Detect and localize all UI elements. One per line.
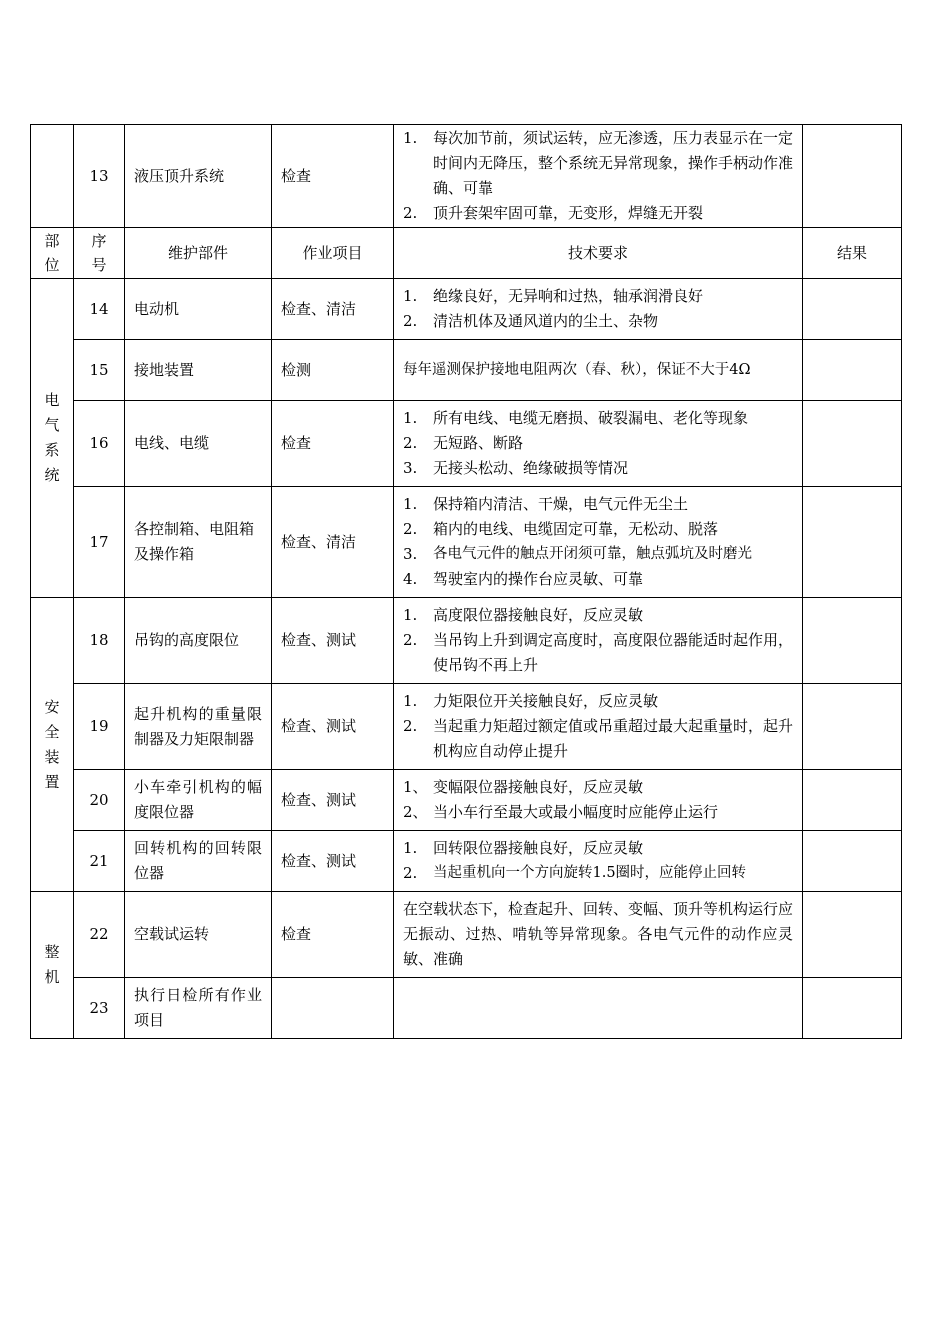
requirement-item: [403, 689, 793, 714]
maintenance-part: 接地装置: [125, 340, 272, 401]
requirement-item: [403, 567, 793, 592]
result-cell: [803, 598, 902, 684]
requirement-text: 回转限位器接触良好，反应灵敏: [433, 839, 644, 857]
section-whole-machine: [31, 892, 74, 1039]
tech-requirements: [394, 770, 803, 831]
result-cell: [803, 978, 902, 1039]
maintenance-part: 执行日检所有作业项目: [125, 978, 272, 1039]
row-number: 17: [74, 487, 125, 598]
operation-item: [272, 978, 394, 1039]
operation-item: 检查、测试: [272, 684, 394, 770]
requirement-text: 所有电线、电缆无磨损、破裂漏电、老化等现象: [433, 409, 749, 427]
requirement-number: 2、: [403, 803, 428, 821]
maintenance-part: 回转机构的回转限位器: [125, 831, 272, 892]
maintenance-part: 起升机构的重量限制器及力矩限制器: [125, 684, 272, 770]
requirement-item: [403, 836, 793, 861]
maintenance-part: 电线、电缆: [125, 401, 272, 487]
requirement-text: 驾驶室内的操作台应灵敏、可靠: [433, 570, 644, 588]
row-number: 16: [74, 401, 125, 487]
result-cell: [803, 487, 902, 598]
requirement-item: [403, 714, 793, 764]
requirement-item: [403, 309, 793, 334]
header-section: [31, 228, 74, 279]
requirement-number: 2.: [403, 864, 418, 882]
requirement-text: 顶升套架牢固可靠，无变形，焊缝无开裂: [433, 204, 704, 222]
operation-item: 检查: [272, 401, 394, 487]
requirement-number: 3.: [403, 545, 418, 563]
tech-requirements: [394, 401, 803, 487]
requirement-number: 2.: [403, 631, 418, 649]
tech-requirements: 每年遥测保护接地电阻两次（春、秋），保证不大于4Ω: [394, 340, 803, 401]
requirement-list: [403, 603, 793, 678]
operation-item: 检查: [272, 125, 394, 228]
requirement-item: [403, 628, 793, 678]
table-row: [31, 598, 902, 684]
tech-requirements: [394, 487, 803, 598]
row-number: 21: [74, 831, 125, 892]
table-row: [31, 892, 902, 978]
table-row: [31, 831, 902, 892]
requirement-list: [403, 689, 793, 764]
requirement-text: 当起重力矩超过额定值或吊重超过最大起重量时，起升机构应自动停止提升: [433, 717, 794, 760]
result-cell: [803, 279, 902, 340]
section-cell-blank: [31, 125, 74, 228]
requirement-list: [403, 492, 793, 592]
header-number-label: 序号: [91, 232, 107, 274]
requirement-list: [403, 775, 793, 825]
requirement-item: [403, 603, 793, 628]
requirement-text: 无短路、断路: [433, 434, 524, 452]
requirement-item: [403, 431, 793, 456]
header-part: 维护部件: [125, 228, 272, 279]
requirement-text: 清洁机体及通风道内的尘土、杂物: [433, 312, 659, 330]
requirement-item: [403, 861, 793, 886]
requirement-number: 2.: [403, 520, 418, 538]
row-number: 18: [74, 598, 125, 684]
requirement-number: 1、: [403, 778, 428, 796]
tech-requirements: [394, 125, 803, 228]
operation-item: 检查: [272, 892, 394, 978]
operation-item: 检查、测试: [272, 831, 394, 892]
requirement-item: [403, 126, 793, 201]
requirement-item: [403, 492, 793, 517]
requirement-list: [403, 406, 793, 481]
table-row: [31, 487, 902, 598]
section-electric-system: [31, 279, 74, 598]
table-row: [31, 684, 902, 770]
tech-requirements: [394, 978, 803, 1039]
requirement-text: 当起重机向一个方向旋转1.5圈时，应能停止回转: [433, 865, 747, 881]
maintenance-checklist-table: [30, 124, 902, 1039]
table-row: [31, 401, 902, 487]
maintenance-part: 空载试运转: [125, 892, 272, 978]
requirement-item: [403, 800, 793, 825]
requirement-number: 1.: [403, 606, 418, 624]
operation-item: 检查、清洁: [272, 279, 394, 340]
requirement-number: 1.: [403, 409, 418, 427]
requirement-number: 1.: [403, 287, 418, 305]
tech-requirements: [394, 598, 803, 684]
result-cell: [803, 340, 902, 401]
section-label: 安全装置: [44, 697, 60, 791]
requirement-item: [403, 517, 793, 542]
header-section-label: 部位: [44, 232, 60, 274]
header-result: 结果: [803, 228, 902, 279]
requirement-number: 2.: [403, 717, 418, 735]
row-number: 14: [74, 279, 125, 340]
row-number: 23: [74, 978, 125, 1039]
section-label: 整机: [44, 943, 60, 986]
requirement-number: 1.: [403, 692, 418, 710]
requirement-item: [403, 542, 793, 567]
requirement-item: [403, 201, 793, 226]
table-row: [31, 340, 902, 401]
requirement-number: 1.: [403, 495, 418, 513]
result-cell: [803, 125, 902, 228]
table-row: [31, 770, 902, 831]
operation-item: 检测: [272, 340, 394, 401]
table-row: [31, 125, 902, 228]
requirement-text: 力矩限位开关接触良好，反应灵敏: [433, 692, 659, 710]
maintenance-part: 小车牵引机构的幅度限位器: [125, 770, 272, 831]
requirement-number: 1.: [403, 839, 418, 857]
requirement-text: 高度限位器接触良好，反应灵敏: [433, 606, 644, 624]
result-cell: [803, 770, 902, 831]
requirement-text: 无接头松动、绝缘破损等情况: [433, 459, 629, 477]
requirement-text: 绝缘良好，无异响和过热，轴承润滑良好: [433, 287, 704, 305]
requirement-item: [403, 284, 793, 309]
row-number: 20: [74, 770, 125, 831]
requirement-item: [403, 775, 793, 800]
table-row: [31, 978, 902, 1039]
requirement-text: 每次加节前，须试运转，应无渗透，压力表显示在一定时间内无降压，整个系统无异常现象，操作手柄动作准确、可靠: [433, 129, 794, 197]
requirement-text: 当吊钩上升到调定高度时，高度限位器能适时起作用，使吊钩不再上升: [433, 631, 794, 674]
section-label: 电气系统: [44, 391, 60, 484]
tech-requirements: [394, 684, 803, 770]
operation-item: 检查、测试: [272, 770, 394, 831]
operation-item: 检查、测试: [272, 598, 394, 684]
requirement-list: [403, 836, 793, 886]
table-row: [31, 279, 902, 340]
row-number: 19: [74, 684, 125, 770]
tech-requirements: 在空载状态下，检查起升、回转、变幅、顶升等机构运行应无振动、过热、啃轨等异常现象。各电气元件的动作应灵敏、准确: [394, 892, 803, 978]
requirement-list: [403, 284, 793, 334]
requirement-text: 各电气元件的触点开闭须可靠，触点弧坑及时磨光: [433, 546, 752, 562]
table-header-row: [31, 228, 902, 279]
operation-item: 检查、清洁: [272, 487, 394, 598]
row-number: 15: [74, 340, 125, 401]
requirement-number: 1.: [403, 129, 418, 147]
header-number: [74, 228, 125, 279]
requirement-text: 当小车行至最大或最小幅度时应能停止运行: [433, 803, 719, 821]
section-safety-devices: [31, 598, 74, 892]
requirement-text: 箱内的电线、电缆固定可靠，无松动、脱落: [433, 520, 719, 538]
requirement-number: 2.: [403, 312, 418, 330]
requirement-text: 保持箱内清洁、干燥，电气元件无尘土: [433, 495, 689, 513]
maintenance-part: 电动机: [125, 279, 272, 340]
maintenance-part: 各控制箱、电阻箱及操作箱: [125, 487, 272, 598]
requirement-number: 2.: [403, 204, 418, 222]
requirement-number: 2.: [403, 434, 418, 452]
maintenance-part: 液压顶升系统: [125, 125, 272, 228]
maintenance-part: 吊钩的高度限位: [125, 598, 272, 684]
result-cell: [803, 892, 902, 978]
requirement-number: 3.: [403, 459, 418, 477]
requirement-item: [403, 406, 793, 431]
header-operation: 作业项目: [272, 228, 394, 279]
requirement-text: 变幅限位器接触良好，反应灵敏: [433, 778, 644, 796]
requirement-item: [403, 456, 793, 481]
header-tech: 技术要求: [394, 228, 803, 279]
tech-requirements: [394, 279, 803, 340]
result-cell: [803, 831, 902, 892]
result-cell: [803, 684, 902, 770]
result-cell: [803, 401, 902, 487]
tech-requirements: [394, 831, 803, 892]
requirement-number: 4.: [403, 570, 418, 588]
row-number: 13: [74, 125, 125, 228]
requirement-list: [403, 126, 793, 226]
row-number: 22: [74, 892, 125, 978]
